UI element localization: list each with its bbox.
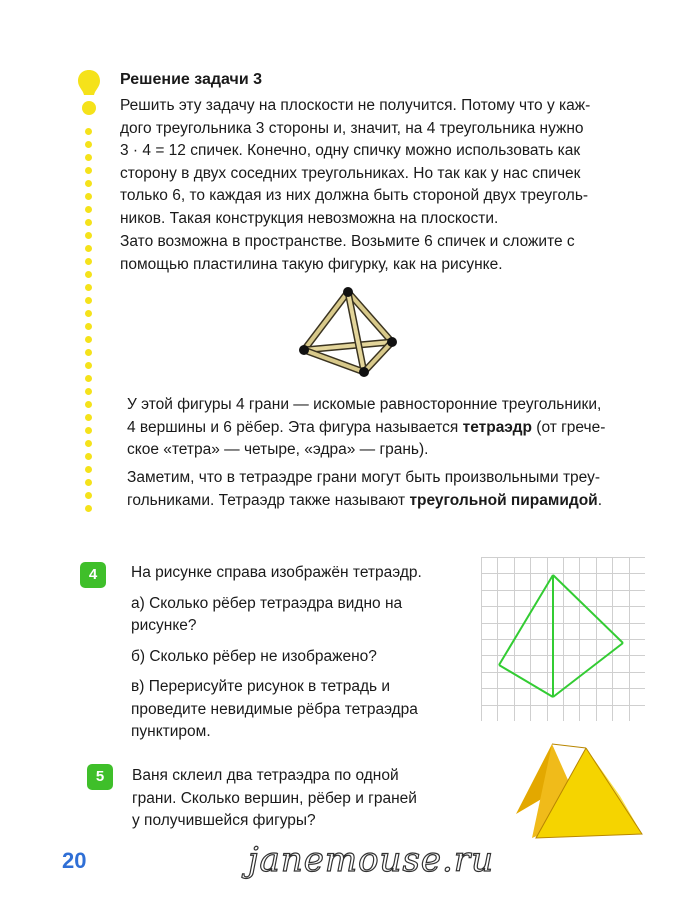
text-line: ское «тетра» — четыре, «эдра» — грань). xyxy=(127,441,429,458)
task-4-question-b: б) Сколько рёбер не изображено? xyxy=(131,647,377,665)
margin-dot xyxy=(85,284,92,291)
margin-dot xyxy=(85,206,92,213)
text-line: дого треугольника 3 стороны и, значит, на 4 треугольника нужно xyxy=(120,119,584,137)
margin-dot xyxy=(85,271,92,278)
margin-dot xyxy=(85,479,92,486)
text-line: У этой фигуры 4 грани — искомые равносторонние треугольники, xyxy=(127,396,602,413)
margin-dot xyxy=(85,427,92,434)
margin-dot xyxy=(85,232,92,239)
text-line: Решить эту задачу на плоскости не получится. Потому что у каж- xyxy=(120,97,591,114)
margin-dot xyxy=(85,466,92,473)
text-line: Зато возможна в пространстве. Возьмите 6 спичек и сложите с xyxy=(120,233,575,250)
task-4-question-c: в) Перерисуйте рисунок в тетрадь и проведите невидимые рёбра тетраэдра пунктиром. xyxy=(131,678,418,740)
margin-dot xyxy=(85,323,92,330)
task-4-question-a: а) Сколько рёбер тетраэдра видно на рисунке? xyxy=(131,594,403,634)
margin-dot xyxy=(85,401,92,408)
text-line: сторону в двух соседних треугольниках. Но так как у нас спичек xyxy=(120,164,581,182)
margin-dot xyxy=(85,245,92,252)
text-line: 3 · 4 = 12 спичек. Конечно, одну спичку можно использовать как xyxy=(120,142,581,159)
task-5-number-badge: 5 xyxy=(87,764,113,790)
double-tetrahedron-figure xyxy=(508,738,648,842)
margin-dot xyxy=(85,505,92,512)
margin-dot xyxy=(85,440,92,447)
text-line: помощью пластилина такую фигурку, как на рисунке. xyxy=(120,255,503,273)
margin-dot xyxy=(85,180,92,187)
text-line: гольниками. Тетраэдр также называют треугольной пирамидой. xyxy=(127,491,603,509)
margin-dot xyxy=(85,167,92,174)
margin-dot xyxy=(85,141,92,148)
page-number: 20 xyxy=(62,848,87,873)
text-line: только 6, то каждая из них должна быть стороной двух треуголь- xyxy=(120,187,589,204)
solution-paragraph-4 xyxy=(127,467,602,512)
margin-dot xyxy=(85,128,92,135)
margin-dot xyxy=(85,388,92,395)
margin-dot xyxy=(85,219,92,226)
tetrahedron-edge xyxy=(499,665,553,697)
matchstick-tetrahedron-figure xyxy=(292,282,412,384)
term-triangular-pyramid: треугольной пирамидой xyxy=(409,491,598,509)
text-line: ников. Такая конструкция невозможна на плоскости. xyxy=(120,209,499,227)
margin-dot xyxy=(85,375,92,382)
margin-dot xyxy=(85,362,92,369)
margin-dot xyxy=(85,154,92,161)
task-5-text: Ваня склеил два тетраэдра по одной грани. Сколько вершин, рёбер и граней у получившейся фигуры? xyxy=(132,767,417,829)
task-4-intro: На рисунке справа изображён тетраэдр. xyxy=(131,564,422,581)
margin-dot xyxy=(85,258,92,265)
grid-tetrahedron-figure xyxy=(481,557,645,721)
text-line: Заметим, что в тетраэдре грани могут быть произвольными треу- xyxy=(127,469,601,486)
lightbulb-icon xyxy=(76,68,102,118)
tetrahedron-edge xyxy=(499,575,553,665)
task-4-text xyxy=(131,562,461,744)
margin-dot xyxy=(85,453,92,460)
task-4-number-badge: 4 xyxy=(80,562,106,588)
watermark: janemouse.ru xyxy=(248,840,494,880)
text-line: 4 вершины и 6 рёбер. Эта фигура называется тетраэдр (от грече- xyxy=(127,418,606,436)
margin-dot xyxy=(85,193,92,200)
margin-dot xyxy=(85,349,92,356)
solution-paragraph-3 xyxy=(127,394,605,462)
margin-dot xyxy=(85,414,92,421)
margin-dot xyxy=(85,492,92,499)
margin-dot xyxy=(85,336,92,343)
margin-dot xyxy=(85,310,92,317)
solution-paragraph-2 xyxy=(120,231,575,276)
margin-dot xyxy=(85,297,92,304)
term-tetrahedron: тетраэдр xyxy=(462,418,532,436)
solution-heading: Решение задачи 3 xyxy=(120,71,263,88)
solution-paragraph-1 xyxy=(120,95,590,230)
